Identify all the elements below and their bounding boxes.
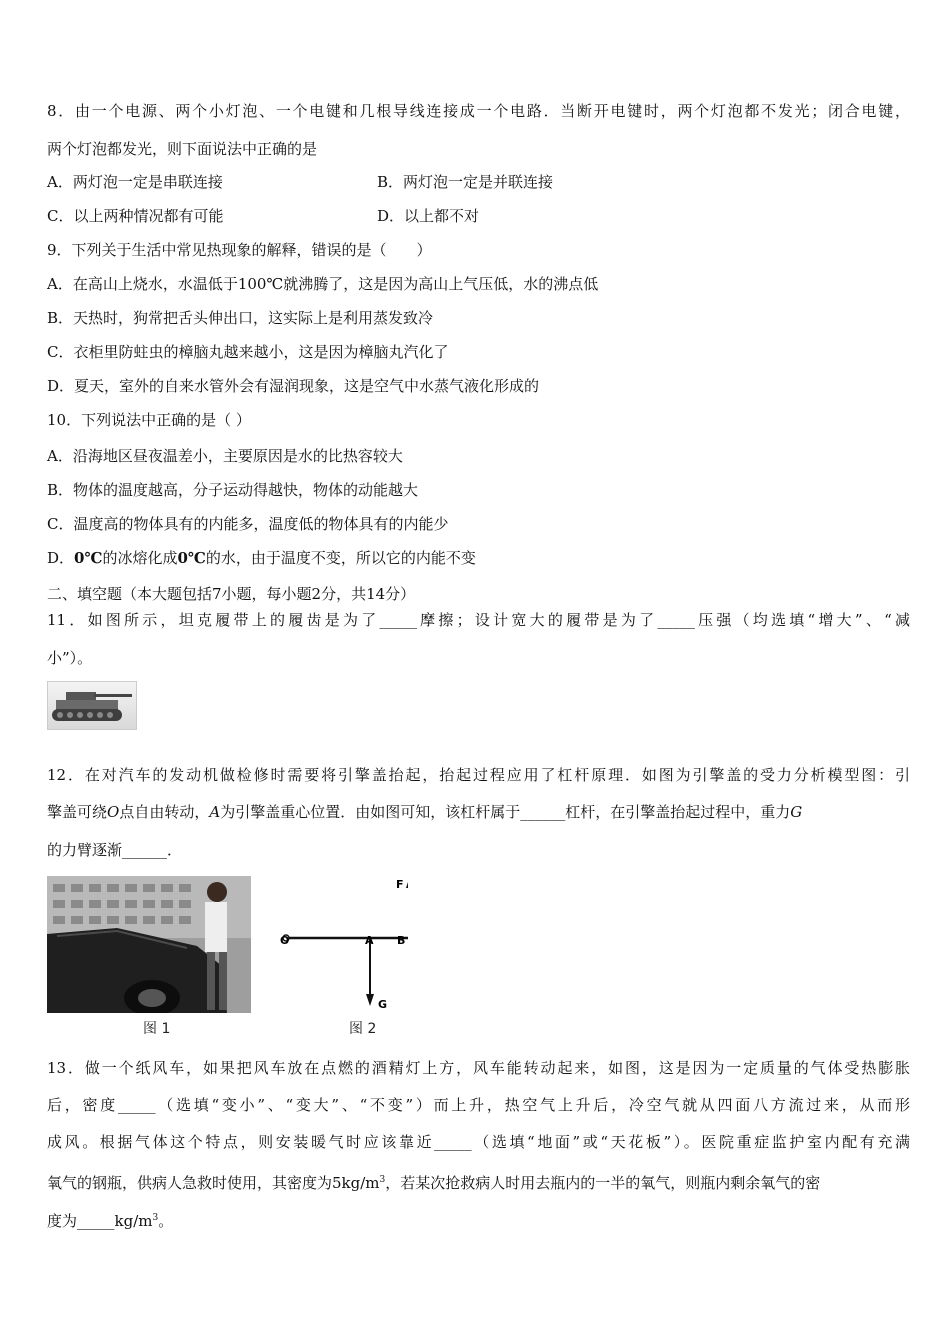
q9-stem: 9．下列关于生活中常见热现象的解释，错误的是（ ）: [47, 241, 432, 259]
q8-line2: 两个灯泡都发光，则下面说法中正确的是: [47, 140, 318, 158]
q10-option-d: [47, 548, 476, 568]
q12-line1: 12．在对汽车的发动机做检修时需要将引擎盖抬起，抬起过程应用了杠杆原理．如图为引擎盖的受力分析模型图：引: [47, 766, 910, 784]
q13-line4-b: ，若某次抢救病人时用去瓶内的一半的氧气，则瓶内剩余氧气的密: [385, 1174, 821, 1192]
q12-line3: 的力臂逐渐______．: [47, 841, 183, 859]
lever-force-diagram: [278, 872, 408, 1017]
q13-line1: 13．做一个纸风车，如果把风车放在点燃的酒精灯上方，风车能转动起来，如图，这是因为一定质量的气体受热膨胀: [47, 1059, 910, 1077]
q8-option-b: B．两灯泡一定是并联连接: [377, 173, 554, 191]
q13-line5-b: 。: [158, 1212, 174, 1230]
label-a: A: [365, 934, 374, 947]
figure-2-caption: 图 2: [349, 1021, 377, 1037]
q13-line4-a: 氧气的钢瓶，供病人急救时使用，其密度为5kg/m: [47, 1174, 380, 1192]
q9-option-c: C．衣柜里防蛀虫的樟脑丸越来越小，这是因为樟脑丸汽化了: [47, 343, 449, 361]
q13-line4: [47, 1170, 820, 1193]
q8-option-d: D．以上都不对: [377, 207, 480, 225]
q8-option-c: C．以上两种情况都有可能: [47, 207, 224, 225]
q8-line1: 8．由一个电源、两个小灯泡、一个电键和几根导线连接成一个电路．当断开电键时，两个灯泡都不发光；闭合电键，: [47, 102, 910, 120]
q13-line3: 成风。根据气体这个特点，则安装暖气时应该靠近_____（选填“地面”或“天花板”）。医院重症监护室内配有充满: [47, 1133, 910, 1151]
section-2-heading: 二、填空题（本大题包括7小题，每小题2分，共14分）: [47, 585, 416, 603]
tank-image: [47, 681, 137, 730]
q12-symbol-o: O: [107, 803, 120, 821]
q10-option-c: C．温度高的物体具有的内能多，温度低的物体具有的内能少: [47, 515, 449, 533]
q13-line4-sup: 3: [379, 1175, 386, 1185]
label-b: B: [397, 934, 406, 947]
q13-line2: 后，密度_____（选填“变小”、“变大”、“不变”）而上升，热空气上升后，冷空气就从四面八方流过来，从而形: [47, 1096, 910, 1114]
q10-option-d-prefix: D．: [47, 549, 75, 567]
q12-line2-b: 点自由转动，: [119, 803, 210, 821]
q13-line5-sup: 3: [152, 1213, 159, 1223]
q10-option-d-mid: 的冰熔化成: [102, 549, 178, 567]
car-hood-photo: [47, 876, 251, 1013]
q10-option-b: B．物体的温度越高，分子运动得越快，物体的动能越大: [47, 481, 419, 499]
q9-option-a: A．在高山上烧水，水温低于100℃就沸腾了，这是因为高山上气压低，水的沸点低: [47, 275, 599, 293]
label-f: F: [396, 878, 404, 891]
q8-option-a: A．两灯泡一定是串联连接: [47, 173, 223, 191]
q10-option-d-post: 的水，由于温度不变，所以它的内能不变: [205, 549, 476, 567]
q10-stem: 10．下列说法中正确的是（ ）: [47, 411, 251, 429]
q12-line2-a: 擎盖可绕: [47, 803, 108, 821]
q11-line1: 11．如图所示，坦克履带上的履齿是为了_____摩擦；设计宽大的履带是为了_____压强（均选填“增大”、“减: [47, 611, 910, 629]
label-o: O: [280, 934, 290, 947]
q10-temp-2: 0℃: [177, 549, 206, 567]
q12-line2-c: 为引擎盖重心位置．由如图可知，该杠杆属于______杠杆，在引擎盖抬起过程中，重力: [220, 803, 791, 821]
figure-1-caption: 图 1: [143, 1021, 171, 1037]
q10-option-a: A．沿海地区昼夜温差小，主要原因是水的比热容较大: [47, 447, 403, 465]
q9-option-d: D．夏天，室外的自来水管外会有湿润现象，这是空气中水蒸气液化形成的: [47, 377, 540, 395]
label-g: G: [378, 998, 388, 1011]
q13-line5: [47, 1208, 173, 1231]
q12-symbol-g: G: [790, 803, 803, 821]
q12-symbol-a: A: [209, 803, 221, 821]
force-f-arrowhead: [406, 876, 408, 888]
q9-option-b: B．天热时，狗常把舌头伸出口，这实际上是利用蒸发致冷: [47, 309, 434, 327]
q11-line2: 小”）。: [47, 649, 93, 667]
q13-line5-a: 度为_____kg/m: [47, 1212, 153, 1230]
q10-temp-1: 0℃: [74, 549, 103, 567]
q12-line2: [47, 802, 802, 822]
gravity-g-arrowhead: [366, 994, 374, 1006]
